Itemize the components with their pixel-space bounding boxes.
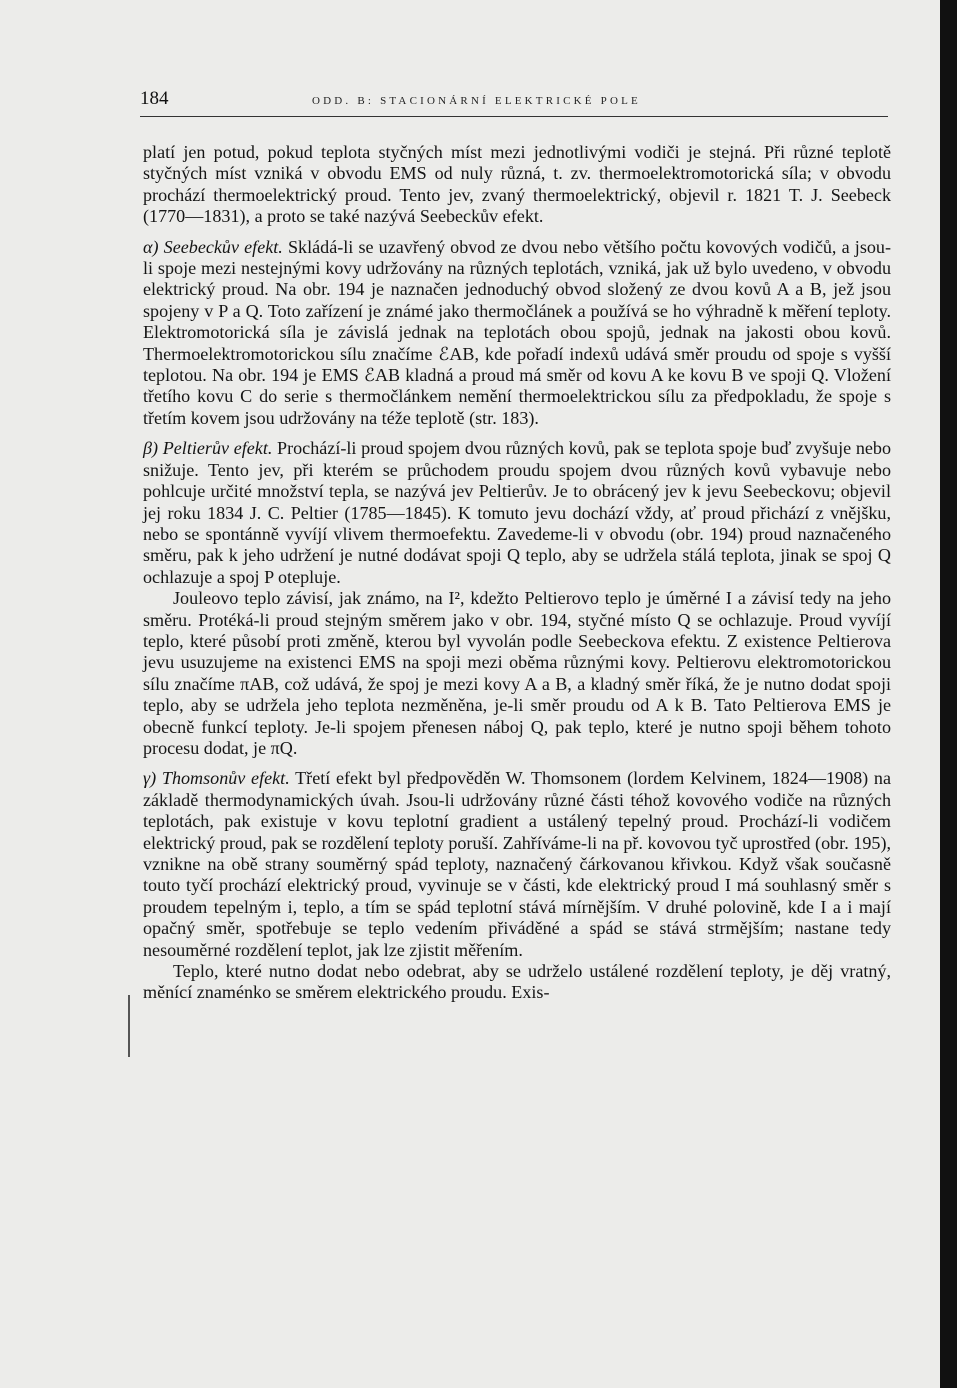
body-text: [143, 142, 891, 1004]
paragraph-peltier: [143, 438, 891, 588]
running-title: ODD. B: STACIONÁRNÍ ELEKTRICKÉ POLE: [312, 95, 641, 107]
paragraph-seebeck-body: Skládá-li se uzavřený obvod ze dvou nebo většího počtu kovových vodičů, a jsou-li spoje mezi nestejnými kovy udržovány na různých teplotách, vzniká, jak už bylo uvedeno, v obvodu elektrický proud. Na obr. 194 je naznačen jednoduchý obvod složený ze dvou kovů A a B, jež jsou spojeny v P a Q. Toto zařízení je známé jako thermočlánek a používá se ho výhradně k měření teploty. Elektromotorická síla je závislá jednak na teplotách obou spojů, jednak na jakosti obou kovů. Thermoelektromotorickou sílu značíme ℰAB, kde pořadí indexů udává směr proudu od spoje s vyšší teplotou. Na obr. 194 je EMS ℰAB kladná a proud má směr od kovu A ke kovu B ve spoji Q. Vložení třetího kovu C do serie s thermočlánkem nemění thermoelektrickou sílu za předpokladu, že spoje s třetím kovem jsou udržovány na téže teplotě (str. 183).: [143, 236, 891, 428]
section-title-thomson: γ) Thomsonův efekt.: [143, 768, 290, 789]
paragraph-thomson: [143, 768, 891, 961]
paragraph-intro: platí jen potud, pokud teplota styčných míst mezi jednotlivými vodiči je stejná. Při různé teplotě styčných míst vzniká v obvodu EMS od nuly různá, t. zv. thermoelektromotorická síla; v obvodu prochází thermoelektrický proud. Tento jev, zvaný thermoelektrický, objevil r. 1821 T. J. Seebeck (1770—1831), a proto se také nazývá Seebeckův efekt.: [143, 142, 891, 227]
paragraph-heat: Teplo, které nutno dodat nebo odebrat, aby se udrželo ustálené rozdělení teploty, je děj vratný, měnící znaménko se směrem elektrického proudu. Exis-: [143, 961, 891, 1003]
paragraph-peltier-body: Prochází-li proud spojem dvou různých kovů, pak se teplota spoje buď zvyšuje nebo snižuje. Tento jev, při kterém se průchodem proudu spojem dvou různých kovů vybavuje nebo pohlcuje určité množství tepla, se nazývá jev Peltierův. Je to obrácený jev k jevu Seebeckovu; objevil jej roku 1834 J. C. Peltier (1785—1845). K tomuto jevu dochází vždy, ať proud přichází z vnějšku, nebo se spontánně vyvíjí vlivem thermoefektu. Zavedeme-li v obvodu (obr. 194) proud naznačeného směru, pak k jeho udržení je nutné dodávat spoji Q teplo, aby se udržela stálá teplota, jinak se spoj Q ochlazuje a spoj P otepluje.: [143, 438, 891, 587]
paragraph-thomson-body: Třetí efekt byl předpověděn W. Thomsonem (lordem Kelvinem, 1824—1908) na základě thermodynamických úvah. Jsou-li udržovány různé části téhož kovového vodiče na různých teplotách, pak existuje v kovu teplotní gradient a ustálený tepelný proud. Prochází-li vodičem elektrický proud, pak se rozdělení teploty poruší. Zahříváme-li na př. kovovou tyč uprostřed (obr. 195), vznikne na obě strany souměrný spád teploty, naznačený čárkovanou křivkou. Když však současně touto tyčí prochází elektrický proud, vyvinuje se v části, kde elektrický proud I má souhlasný směr s proudem tepelným i, teplo, a tím se spád teplotní stává mírnějším. V druhé polovině, kde I a i mají opačný směr, spotřebuje se teplo vedením přiváděné a spád se stává strmějším; nastane tedy nesouměrné rozdělení teplot, jak lze zjistit měřením.: [143, 768, 892, 960]
page-header: [140, 88, 888, 117]
section-title-peltier: β) Peltierův efekt.: [143, 438, 273, 459]
paragraph-joule: Jouleovo teplo závisí, jak známo, na I², kdežto Peltierovo teplo je úměrné I a závisí tedy na jeho směru. Protéká-li proud stejným směrem jako v obr. 194, styčné místo Q se ochlazuje. Proud vyvíjí teplo, které působí proti změně, kterou byl vyvolán podle Seebeckova efektu. Z existence Peltierova jevu usuzujeme na existenci EMS na spoji mezi oběma různými kovy. Peltierovu elektromotorickou sílu značíme πAB, což udává, že spoj je mezi kovy A a B, a kladný směr říká, že je nutno dodat spoji teplo, aby se udržela jeho teplota nezměněna, je-li směr proudu od A k B. Tato Peltierova EMS je obecně funkcí teploty. Je-li spojem přenesen náboj Q, pak teplo, které je nutno spoji během tohoto procesu dodat, je πQ.: [143, 588, 891, 758]
margin-pencil-mark: [128, 995, 130, 1057]
paragraph-seebeck: [143, 237, 891, 430]
page-number: 184: [140, 88, 169, 109]
section-title-seebeck: α) Seebeckův efekt.: [143, 236, 283, 257]
scan-dark-edge: [940, 0, 957, 1388]
